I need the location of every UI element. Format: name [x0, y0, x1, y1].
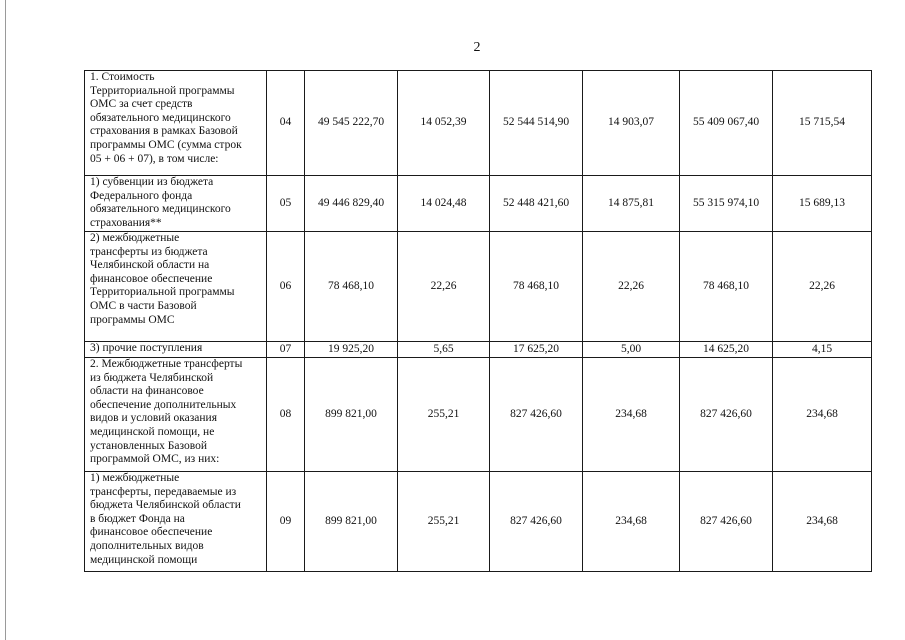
row-description — [85, 71, 267, 176]
row-code: 09 — [267, 472, 305, 572]
value-cell: 78 468,10 — [305, 232, 398, 342]
value-cell: 14 875,81 — [583, 176, 680, 232]
value-cell: 15 715,54 — [773, 71, 872, 176]
value-cell: 234,68 — [583, 358, 680, 472]
description-line: Территориальной программы — [90, 84, 235, 97]
description-line: обязательного медицинского — [90, 111, 231, 124]
description-line: обязательного медицинского — [90, 203, 231, 216]
value-cell: 22,26 — [398, 232, 490, 342]
row-description — [85, 232, 267, 342]
value-cell: 234,68 — [583, 472, 680, 572]
description-line: из бюджета Челябинской — [90, 371, 214, 384]
description-line: 3) прочие поступления — [90, 342, 203, 354]
value-cell: 55 409 067,40 — [680, 71, 773, 176]
value-cell: 4,15 — [773, 342, 872, 358]
value-cell: 827 426,60 — [680, 472, 773, 572]
description-line: медицинской помощи — [90, 553, 198, 566]
description-line: Федерального фонда — [90, 189, 193, 202]
value-cell: 19 925,20 — [305, 342, 398, 358]
value-cell: 234,68 — [773, 472, 872, 572]
value-cell: 49 446 829,40 — [305, 176, 398, 232]
value-cell: 14 052,39 — [398, 71, 490, 176]
table-row — [85, 71, 872, 176]
row-code: 08 — [267, 358, 305, 472]
value-cell: 17 625,20 — [490, 342, 583, 358]
description-line: трансферты из бюджета — [90, 245, 208, 258]
value-cell: 827 426,60 — [490, 472, 583, 572]
row-description — [85, 342, 267, 358]
description-line: Челябинской области на — [90, 259, 210, 272]
value-cell: 14 903,07 — [583, 71, 680, 176]
value-cell: 55 315 974,10 — [680, 176, 773, 232]
scan-margin-line — [5, 0, 6, 640]
value-cell: 255,21 — [398, 358, 490, 472]
value-cell: 78 468,10 — [490, 232, 583, 342]
table-row — [85, 472, 872, 572]
row-description — [85, 176, 267, 232]
value-cell: 5,65 — [398, 342, 490, 358]
description-line: 1) межбюджетные — [90, 472, 180, 484]
value-cell: 14 625,20 — [680, 342, 773, 358]
description-line: финансовое обеспечение — [90, 272, 213, 285]
description-line: 1. Стоимость — [90, 71, 155, 83]
value-cell: 22,26 — [773, 232, 872, 342]
page-number: 2 — [473, 40, 481, 55]
value-cell: 899 821,00 — [305, 358, 398, 472]
description-line: обеспечение дополнительных — [90, 398, 237, 411]
description-line: 2. Межбюджетные трансферты — [90, 358, 243, 370]
description-line: финансовое обеспечение — [90, 526, 213, 539]
value-cell: 255,21 — [398, 472, 490, 572]
budget-table — [84, 70, 872, 572]
value-cell: 52 448 421,60 — [490, 176, 583, 232]
row-description — [85, 472, 267, 572]
value-cell: 22,26 — [583, 232, 680, 342]
description-line: программы ОМС (сумма строк — [90, 138, 242, 151]
value-cell: 827 426,60 — [490, 358, 583, 472]
description-line: Территориальной программы — [90, 286, 235, 299]
description-line: видов и условий оказания — [90, 412, 217, 425]
value-cell: 5,00 — [583, 342, 680, 358]
value-cell: 14 024,48 — [398, 176, 490, 232]
value-cell: 827 426,60 — [680, 358, 773, 472]
table-body — [85, 71, 872, 572]
value-cell: 78 468,10 — [680, 232, 773, 342]
description-line: страхования в рамках Базовой — [90, 125, 238, 138]
table-row — [85, 176, 872, 232]
value-cell: 899 821,00 — [305, 472, 398, 572]
value-cell: 15 689,13 — [773, 176, 872, 232]
row-code: 05 — [267, 176, 305, 232]
description-line: программы ОМС — [90, 313, 175, 326]
value-cell: 234,68 — [773, 358, 872, 472]
value-cell: 49 545 222,70 — [305, 71, 398, 176]
row-code: 06 — [267, 232, 305, 342]
description-line: 1) субвенции из бюджета — [90, 176, 214, 188]
description-line: в бюджет Фонда на — [90, 512, 185, 525]
description-line: дополнительных видов — [90, 539, 204, 552]
description-line: программой ОМС, из них: — [90, 453, 220, 466]
row-code: 07 — [267, 342, 305, 358]
description-line: ОМС за счет средств — [90, 98, 193, 111]
description-line: 05 + 06 + 07), в том числе: — [90, 152, 219, 165]
description-line: трансферты, передаваемые из — [90, 485, 237, 498]
description-line: установленных Базовой — [90, 439, 207, 452]
description-line: 2) межбюджетные — [90, 232, 180, 244]
description-line: бюджета Челябинской области — [90, 499, 241, 512]
row-description — [85, 358, 267, 472]
description-line: страхования** — [90, 216, 162, 229]
value-cell: 52 544 514,90 — [490, 71, 583, 176]
row-code: 04 — [267, 71, 305, 176]
table-row — [85, 342, 872, 358]
table-row — [85, 232, 872, 342]
table-row — [85, 358, 872, 472]
description-line: ОМС в части Базовой — [90, 299, 197, 312]
description-line: медицинской помощи, не — [90, 425, 215, 438]
description-line: области на финансовое — [90, 385, 204, 398]
